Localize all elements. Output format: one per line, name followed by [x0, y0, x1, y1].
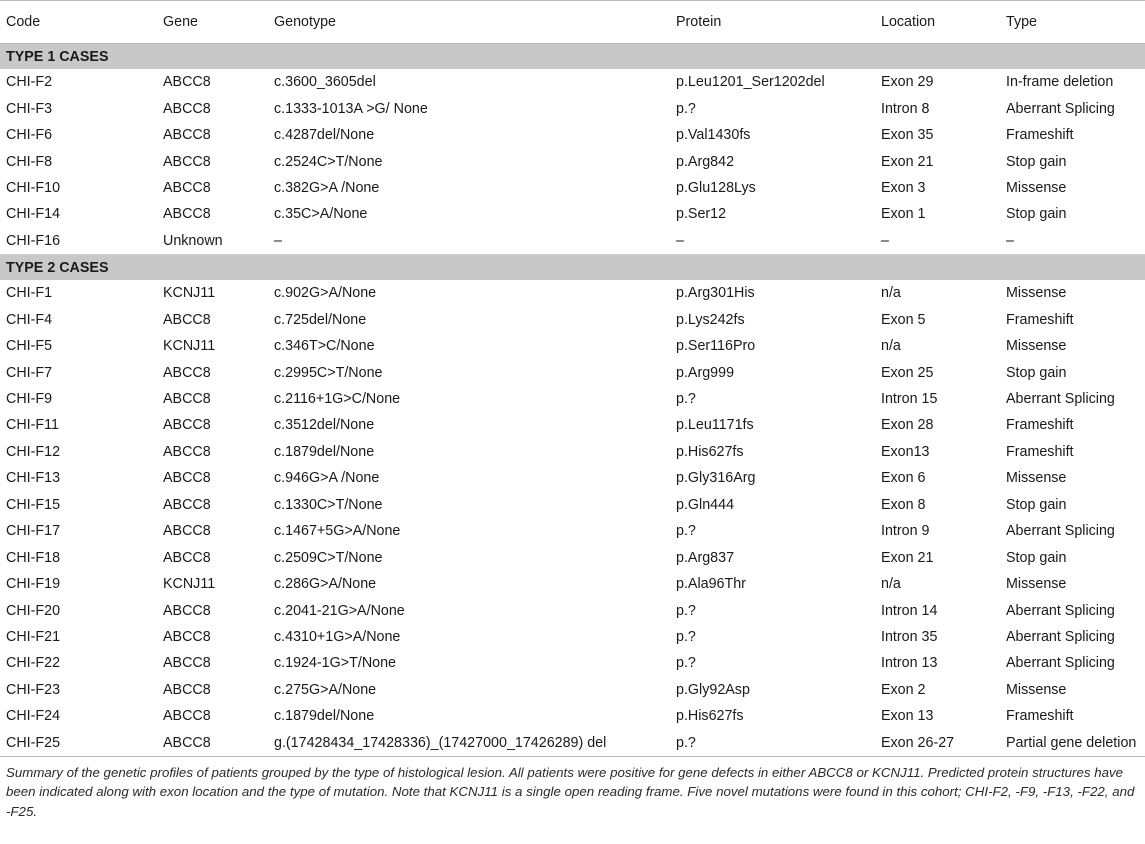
cell-code: CHI-F5: [6, 338, 53, 355]
table-row: [0, 69, 1145, 95]
cell-location: Exon 13: [881, 708, 934, 725]
cell-genotype: c.35C>A/None: [274, 206, 368, 223]
cell-type: Partial gene deletion: [1000, 730, 1145, 757]
header-row: [0, 1, 1145, 44]
cell-genotype: c.4310+1G>A/None: [274, 628, 401, 645]
cell-gene: ABCC8: [163, 470, 211, 487]
cell-type: Frameshift: [1006, 127, 1074, 144]
cell-genotype: c.4287del/None: [274, 127, 375, 144]
cell-location: Intron 9: [881, 523, 930, 540]
section-header-row: [0, 44, 1145, 70]
header-genotype: Genotype: [268, 1, 670, 44]
cell-genotype: –: [274, 232, 282, 249]
cell-genotype: c.382G>A /None: [274, 179, 380, 196]
cell-type: Aberrant Splicing: [1006, 100, 1115, 117]
cell-protein: –: [676, 232, 684, 249]
cell-protein: p.Glu128Lys: [676, 179, 756, 196]
cell-protein: p.?: [670, 730, 875, 757]
cell-location: Exon 28: [881, 417, 934, 434]
cell-code: CHI-F23: [6, 681, 61, 698]
cell-type: Missense: [1006, 470, 1067, 487]
cell-gene: ABCC8: [163, 417, 211, 434]
section-title: TYPE 1 CASES: [0, 44, 1145, 70]
cell-code: CHI-F9: [6, 391, 53, 408]
table-row: [0, 677, 1145, 703]
cell-gene: ABCC8: [163, 100, 211, 117]
cell-gene: ABCC8: [157, 730, 268, 757]
cell-location: Exon 25: [881, 364, 934, 381]
table-row: [0, 95, 1145, 121]
cell-type: Missense: [1006, 285, 1067, 302]
table-row: [0, 386, 1145, 412]
cell-location: –: [881, 232, 889, 249]
table-row: [0, 148, 1145, 174]
cell-protein: p.?: [676, 100, 696, 117]
cell-location: Intron 14: [881, 602, 938, 619]
cell-protein: p.Gly92Asp: [676, 681, 750, 698]
cell-code: CHI-F15: [6, 496, 61, 513]
cell-genotype: c.275G>A/None: [274, 681, 377, 698]
cell-gene: ABCC8: [163, 74, 211, 91]
cell-protein: p.His627fs: [676, 443, 744, 460]
cell-code: CHI-F6: [6, 127, 53, 144]
table-row: [0, 597, 1145, 623]
table-row: [0, 544, 1145, 570]
cell-type: Missense: [1006, 576, 1067, 593]
cell-protein: p.Gln444: [676, 496, 735, 513]
header-type: Type: [1000, 1, 1145, 44]
cell-code: CHI-F17: [6, 523, 61, 540]
cell-code: CHI-F4: [6, 311, 53, 328]
cell-code: CHI-F12: [6, 443, 61, 460]
cell-genotype: c.725del/None: [274, 311, 367, 328]
cell-location: n/a: [881, 338, 901, 355]
table-body: [0, 44, 1145, 757]
cell-code: CHI-F3: [6, 100, 53, 117]
cell-genotype: c.3600_3605del: [274, 74, 376, 91]
cell-genotype: c.1879del/None: [274, 708, 375, 725]
cell-protein: p.Ser12: [676, 206, 727, 223]
cell-protein: p.Gly316Arg: [676, 470, 756, 487]
cell-gene: KCNJ11: [163, 285, 216, 302]
cell-type: –: [1006, 232, 1014, 249]
table-caption: Summary of the genetic profiles of patients grouped by the type of histological lesion. All patients were positive for gene defects in either ABCC8 or KCNJ11. Predicted protein structures have been indicated along with exon location and the type of mutation. Note that KCNJ11 is a single open reading frame. Five novel mutations were found in this cohort; CHI-F2, -F9, -F13, -F22, and -F25.: [6, 764, 1135, 819]
table-row: [0, 650, 1145, 676]
cell-gene: ABCC8: [163, 523, 211, 540]
cell-protein: p.Lys242fs: [676, 311, 745, 328]
cell-type: In-frame deletion: [1006, 74, 1114, 91]
cell-code: CHI-F16: [6, 232, 61, 249]
cell-protein: p.Arg301His: [676, 285, 755, 302]
cell-location: Exon 1: [881, 206, 926, 223]
table-row: [0, 280, 1145, 306]
cell-genotype: c.1333-1013A >G/ None: [274, 100, 428, 117]
cell-protein: p.?: [676, 602, 696, 619]
cell-location: Exon 5: [881, 311, 926, 328]
cell-code: CHI-F8: [6, 153, 53, 170]
table-row: [0, 122, 1145, 148]
cell-type: Stop gain: [1006, 364, 1067, 381]
table-row: [0, 412, 1145, 438]
cell-location: Exon 21: [881, 549, 934, 566]
cell-location: Exon 29: [881, 74, 934, 91]
cell-gene: ABCC8: [163, 708, 211, 725]
cell-protein: p.Leu1201_Ser1202del: [676, 74, 825, 91]
cell-type: Frameshift: [1006, 708, 1074, 725]
cell-protein: p.?: [676, 628, 696, 645]
cell-code: CHI-F24: [6, 708, 61, 725]
cell-code: CHI-F20: [6, 602, 61, 619]
table-row: [0, 730, 1145, 757]
cell-type: Stop gain: [1006, 206, 1067, 223]
cell-location: Intron 15: [881, 391, 938, 408]
cell-genotype: c.2041-21G>A/None: [274, 602, 405, 619]
cell-code: CHI-F21: [6, 628, 61, 645]
cell-genotype: c.2509C>T/None: [274, 549, 383, 566]
cell-gene: ABCC8: [163, 655, 211, 672]
cell-code: CHI-F1: [6, 285, 53, 302]
cell-protein: p.?: [676, 655, 696, 672]
cell-code: CHI-F2: [6, 74, 53, 91]
cell-type: Aberrant Splicing: [1006, 628, 1115, 645]
cell-protein: p.Ala96Thr: [676, 576, 746, 593]
cell-genotype: c.1330C>T/None: [274, 496, 383, 513]
cell-location: Intron 35: [881, 628, 938, 645]
cell-location: Exon 6: [881, 470, 926, 487]
cell-code: CHI-F13: [6, 470, 61, 487]
cell-gene: ABCC8: [163, 602, 211, 619]
cell-type: Aberrant Splicing: [1006, 655, 1115, 672]
cell-gene: ABCC8: [163, 127, 211, 144]
cell-gene: ABCC8: [163, 153, 211, 170]
cell-code: CHI-F18: [6, 549, 61, 566]
cell-location: Intron 8: [881, 100, 930, 117]
cell-type: Stop gain: [1006, 153, 1067, 170]
cell-genotype: c.946G>A /None: [274, 470, 380, 487]
table-row: [0, 201, 1145, 227]
table-row: [0, 439, 1145, 465]
cell-protein: p.?: [676, 523, 696, 540]
cell-type: Stop gain: [1006, 496, 1067, 513]
cell-gene: ABCC8: [163, 681, 211, 698]
cell-type: Stop gain: [1006, 549, 1067, 566]
cell-protein: p.Arg837: [676, 549, 735, 566]
cell-location: Exon 8: [881, 496, 926, 513]
table-row: [0, 571, 1145, 597]
cell-gene: ABCC8: [163, 364, 211, 381]
cell-location: Exon 2: [881, 681, 926, 698]
cell-code: CHI-F25: [0, 730, 157, 757]
cell-gene: ABCC8: [163, 311, 211, 328]
table-row: [0, 465, 1145, 491]
table-row: [0, 307, 1145, 333]
cell-genotype: c.2995C>T/None: [274, 364, 383, 381]
cell-location: Exon 21: [881, 153, 934, 170]
cell-genotype: c.3512del/None: [274, 417, 375, 434]
cell-code: CHI-F11: [6, 417, 59, 434]
table-row: [0, 624, 1145, 650]
table-row: [0, 359, 1145, 385]
cell-protein: p.Ser116Pro: [676, 338, 756, 355]
cell-location: Exon 35: [881, 127, 934, 144]
cell-protein: p.Arg842: [676, 153, 735, 170]
table-row: [0, 175, 1145, 201]
cell-type: Frameshift: [1006, 417, 1074, 434]
cell-genotype: c.902G>A/None: [274, 285, 377, 302]
cell-gene: ABCC8: [163, 628, 211, 645]
cell-protein: p.Leu1171fs: [676, 417, 754, 434]
cell-gene: KCNJ11: [163, 576, 216, 593]
header-gene: Gene: [157, 1, 268, 44]
cell-code: CHI-F7: [6, 364, 53, 381]
table-row: [0, 492, 1145, 518]
cell-type: Missense: [1006, 681, 1067, 698]
cell-genotype: c.286G>A/None: [274, 576, 377, 593]
cell-genotype: c.346T>C/None: [274, 338, 375, 355]
cell-location: n/a: [881, 285, 901, 302]
cell-type: Aberrant Splicing: [1006, 523, 1115, 540]
table-row: [0, 518, 1145, 544]
cell-code: CHI-F10: [6, 179, 61, 196]
cell-code: CHI-F14: [6, 206, 61, 223]
header-protein: Protein: [670, 1, 875, 44]
cell-location: Intron 13: [881, 655, 938, 672]
cell-gene: ABCC8: [163, 443, 211, 460]
cell-gene: ABCC8: [163, 179, 211, 196]
cell-gene: ABCC8: [163, 391, 211, 408]
cell-type: Frameshift: [1006, 443, 1074, 460]
table-row: [0, 703, 1145, 729]
cell-protein: p.?: [676, 391, 696, 408]
header-code: Code: [0, 1, 157, 44]
header-location: Location: [875, 1, 1000, 44]
cell-genotype: c.1924-1G>T/None: [274, 655, 396, 672]
section-title: TYPE 2 CASES: [0, 255, 1145, 281]
cell-protein: p.Val1430fs: [676, 127, 751, 144]
cell-gene: Unknown: [163, 232, 223, 249]
cell-type: Aberrant Splicing: [1006, 602, 1115, 619]
cell-location: n/a: [881, 576, 901, 593]
cell-genotype: g.(17428434_17428336)_(17427000_17426289) del: [268, 730, 670, 757]
cell-gene: ABCC8: [163, 206, 211, 223]
table-row: [0, 228, 1145, 255]
cell-type: Missense: [1006, 179, 1067, 196]
cell-code: CHI-F22: [6, 655, 61, 672]
cell-genotype: c.2116+1G>C/None: [274, 391, 401, 408]
cell-genotype: c.2524C>T/None: [274, 153, 383, 170]
cell-protein: p.His627fs: [676, 708, 744, 725]
cell-type: Aberrant Splicing: [1006, 391, 1115, 408]
cell-genotype: c.1879del/None: [274, 443, 375, 460]
cell-type: Missense: [1006, 338, 1067, 355]
cell-type: Frameshift: [1006, 311, 1074, 328]
cell-code: CHI-F19: [6, 576, 61, 593]
table-row: [0, 333, 1145, 359]
cell-gene: KCNJ11: [163, 338, 216, 355]
cell-protein: p.Arg999: [676, 364, 735, 381]
section-header-row: [0, 255, 1145, 281]
cell-gene: ABCC8: [163, 496, 211, 513]
cell-genotype: c.1467+5G>A/None: [274, 523, 401, 540]
cell-location: Exon 3: [881, 179, 926, 196]
cell-location: Exon 26-27: [875, 730, 1000, 757]
cell-location: Exon13: [881, 443, 930, 460]
cell-gene: ABCC8: [163, 549, 211, 566]
